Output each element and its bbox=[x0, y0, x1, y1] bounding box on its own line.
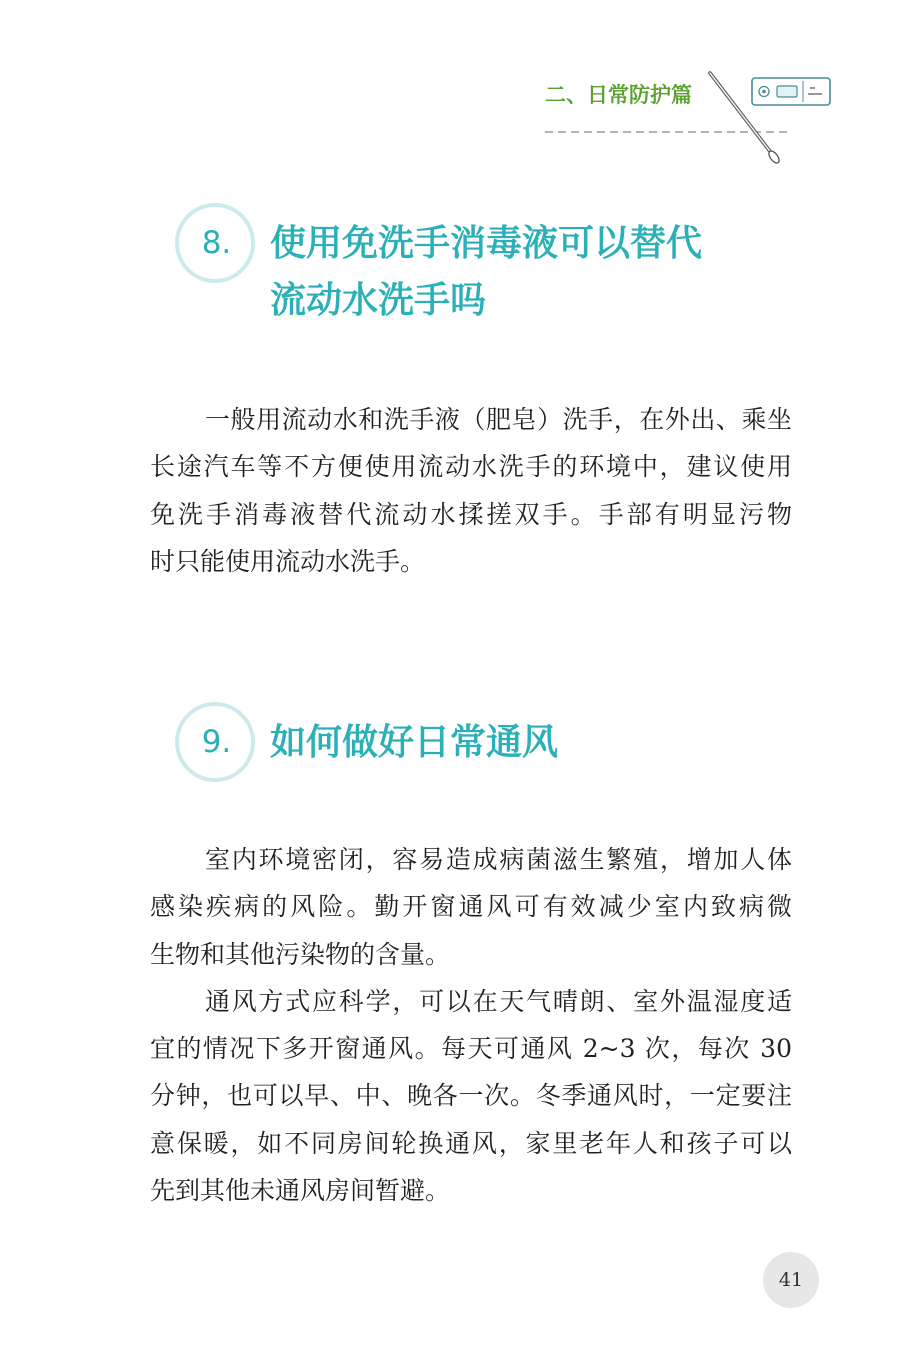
answer-line: 宜的情况下多开窗通风。每天可通风 2~3 次，每次 30 bbox=[150, 1034, 792, 1064]
answer-paragraph bbox=[150, 836, 792, 978]
header-illustration bbox=[700, 62, 840, 170]
answer-line: 免洗手消毒液替代流动水揉搓双手。手部有明显污物 bbox=[150, 499, 792, 529]
answer-line: 生物和其他污染物的含量。 bbox=[150, 939, 451, 969]
answer-paragraph bbox=[150, 396, 792, 585]
answer-line: 意保暖，如不同房间轮换通风，家里老年人和孩子可以 bbox=[150, 1128, 792, 1158]
question-title bbox=[270, 714, 558, 771]
answer-line: 分钟，也可以早、中、晚各一次。冬季通风时，一定要注 bbox=[150, 1081, 792, 1111]
page-number bbox=[763, 1252, 819, 1308]
question-number: 8. bbox=[201, 224, 232, 261]
question-number: 9. bbox=[201, 723, 232, 760]
question-title-line: 如何做好日常通风 bbox=[270, 722, 559, 763]
answer-line: 先到其他未通风房间暂避。 bbox=[150, 1176, 451, 1206]
answer-line: 一般用流动水和洗手液（肥皂）洗手，在外出、乘坐 bbox=[205, 405, 792, 434]
chapter-header: 二、日常防护篇 bbox=[545, 83, 692, 107]
page-number-text: 41 bbox=[778, 1269, 804, 1291]
answer-body bbox=[150, 836, 792, 1214]
answer-line: 室内环境密闭，容易造成病菌滋生繁殖，增加人体 bbox=[205, 845, 792, 874]
question-title bbox=[270, 215, 702, 329]
question-number-badge bbox=[175, 203, 255, 283]
question-title-line: 流动水洗手吗 bbox=[270, 280, 487, 321]
answer-line: 通风方式应科学，可以在天气晴朗、室外温湿度适 bbox=[205, 986, 792, 1016]
test-kit-icon bbox=[752, 78, 830, 105]
question-number-badge bbox=[175, 702, 255, 782]
question-title-line: 使用免洗手消毒液可以替代 bbox=[270, 223, 703, 264]
answer-line: 感染疾病的风险。勤开窗通风可有效减少室内致病微 bbox=[150, 892, 792, 922]
answer-line: 长途汽车等不方便使用流动水洗手的环境中，建议使用 bbox=[150, 452, 792, 482]
answer-paragraph bbox=[150, 978, 792, 1214]
answer-line: 时只能使用流动水洗手。 bbox=[150, 546, 426, 576]
